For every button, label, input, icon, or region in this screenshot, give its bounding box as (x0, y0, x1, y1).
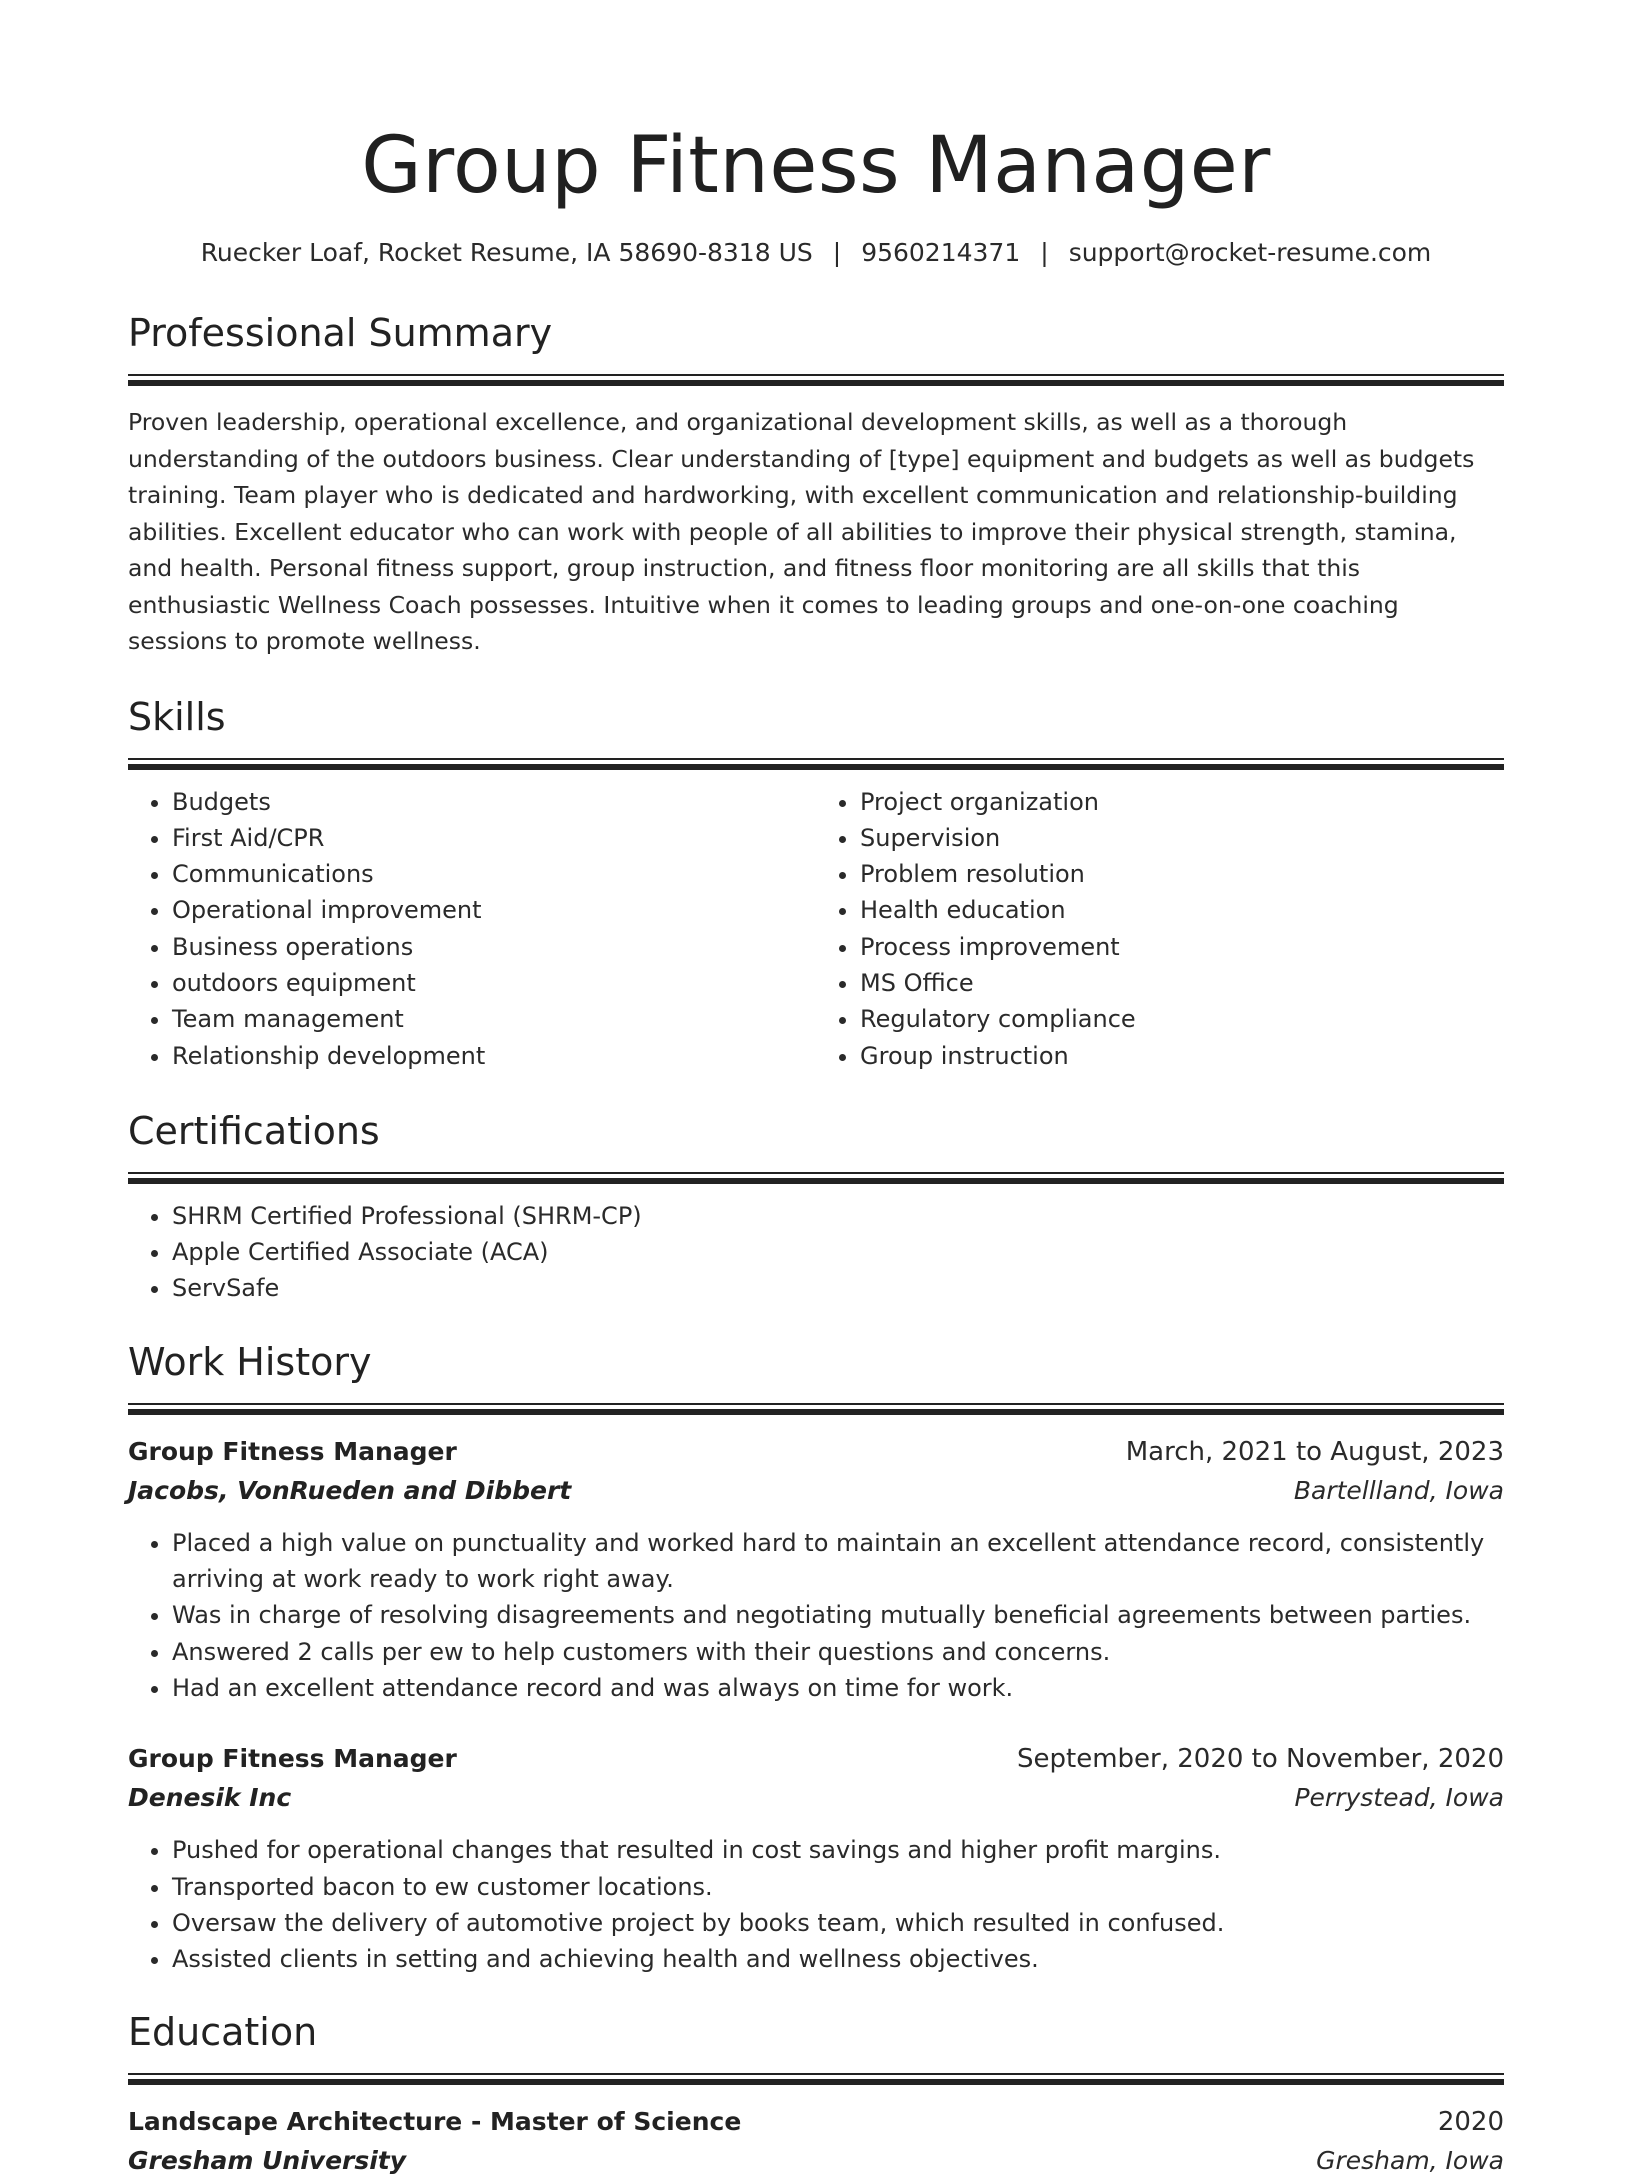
education-location: Gresham, Iowa (1316, 2146, 1504, 2176)
job-bullet: • Pushed for operational changes that resulted in cost savings and higher profit margins. (172, 1832, 1504, 1868)
skills-grid (128, 784, 1504, 1074)
skills-list-left (128, 784, 816, 1074)
education-entry (128, 2103, 1504, 2181)
skills-section (128, 692, 1504, 1074)
section-title-work-history: Work History (128, 1339, 372, 1384)
job-bullets (128, 1525, 1504, 1706)
job-location: Bartellland, Iowa (1293, 1475, 1504, 1505)
job-company: Denesik Inc (128, 1783, 292, 1813)
job-entry (128, 1740, 1504, 1977)
job-bullet: • Was in charge of resolving disagreements and negotiating mutually beneficial agreements between parties. (172, 1597, 1504, 1633)
job-company-row (128, 1778, 1504, 1818)
certification-item: • Apple Certified Associate (ACA) (172, 1234, 1504, 1270)
contact-phone: 9560214371 (861, 238, 1021, 267)
education-degree: Landscape Architecture - Master of Science (128, 2107, 742, 2137)
skills-list-right (816, 784, 1504, 1074)
work-history-section (128, 1337, 1504, 1978)
skill-item: • First Aid/CPR (172, 820, 816, 856)
skill-item: • Business operations (172, 929, 816, 965)
job-location: Perrystead, Iowa (1294, 1783, 1504, 1813)
skill-item: • Operational improvement (172, 892, 816, 928)
job-bullet: • Transported bacon to ew customer locations. (172, 1869, 1504, 1905)
section-divider (128, 758, 1504, 770)
skill-item: • Regulatory compliance (860, 1001, 1504, 1037)
job-dates: March, 2021 to August, 2023 (1125, 1436, 1504, 1467)
contact-address: Ruecker Loaf, Rocket Resume, IA 58690-8318 US (200, 238, 813, 267)
job-dates: September, 2020 to November, 2020 (1017, 1744, 1504, 1775)
summary-text: Proven leadership, operational excellence, and organizational development skills, as well as a thorough understanding of the outdoors business. Clear understanding of [type] equipment and budgets as well as budgets training. Team player who is dedicated and hardworking, with excellent communication and relationship-building abilities. Excellent educator who can work with people of all abilities to improve their physical strength, stamina, and health. Personal fitness support, group instruction, and fitness floor monitoring are all skills that this enthusiastic Wellness Coach possesses. Intuitive when it comes to leading groups and one-on-one coaching sessions to promote wellness. (128, 408, 1475, 655)
job-header-row (128, 1740, 1504, 1778)
section-divider (128, 374, 1504, 386)
education-degree-row (128, 2103, 1504, 2141)
section-divider (128, 1172, 1504, 1184)
job-bullet: • Oversaw the delivery of automotive project by books team, which resulted in confused. (172, 1905, 1504, 1941)
section-title-skills: Skills (128, 694, 226, 739)
certifications-list (128, 1198, 1504, 1307)
education-school: Gresham University (128, 2146, 407, 2176)
job-bullet: • Answered 2 calls per ew to help customers with their questions and concerns. (172, 1634, 1504, 1670)
contact-email: support@rocket-resume.com (1068, 238, 1432, 267)
skill-item: • Budgets (172, 784, 816, 820)
skill-item: • Communications (172, 856, 816, 892)
education-year: 2020 (1437, 2107, 1504, 2138)
job-bullet: • Had an excellent attendance record and was always on time for work. (172, 1670, 1504, 1706)
skill-item: • Group instruction (860, 1038, 1504, 1074)
skill-item: • Relationship development (172, 1038, 816, 1074)
job-title: Group Fitness Manager (128, 1436, 457, 1466)
contact-line (128, 236, 1504, 270)
job-company: Jacobs, VonRueden and Dibbert (128, 1475, 572, 1505)
job-entry (128, 1433, 1504, 1706)
job-bullet: • Assisted clients in setting and achieving health and wellness objectives. (172, 1941, 1504, 1977)
section-divider (128, 2073, 1504, 2085)
section-title-certifications: Certifications (128, 1108, 380, 1153)
certification-item: • SHRM Certified Professional (SHRM-CP) (172, 1198, 1504, 1234)
skill-item: • Process improvement (860, 929, 1504, 965)
contact-separator: | (832, 238, 842, 267)
job-header-row (128, 1433, 1504, 1471)
job-company-row (128, 1471, 1504, 1511)
section-divider (128, 1403, 1504, 1415)
education-school-row (128, 2141, 1504, 2181)
skill-item: • Problem resolution (860, 856, 1504, 892)
section-title-education: Education (128, 2010, 318, 2055)
certifications-section (128, 1106, 1504, 1307)
skill-item: • Team management (172, 1001, 816, 1037)
job-title: Group Fitness Manager (128, 1744, 457, 1774)
skill-item: • Health education (860, 892, 1504, 928)
section-title-summary: Professional Summary (128, 311, 553, 355)
skill-item: • MS Office (860, 965, 1504, 1001)
skill-item: • outdoors equipment (172, 965, 816, 1001)
education-section (128, 2007, 1504, 2181)
contact-separator: | (1040, 238, 1049, 267)
resume-name: Group Fitness Manager (361, 121, 1271, 211)
job-bullets (128, 1832, 1504, 1977)
skill-item: • Project organization (860, 784, 1504, 820)
skill-item: • Supervision (860, 820, 1504, 856)
summary-section (128, 308, 1504, 660)
job-bullet: • Placed a high value on punctuality and worked hard to maintain an excellent attendance record, consistently arriving at work ready to work right away. (172, 1525, 1504, 1598)
certification-item: • ServSafe (172, 1270, 1504, 1306)
